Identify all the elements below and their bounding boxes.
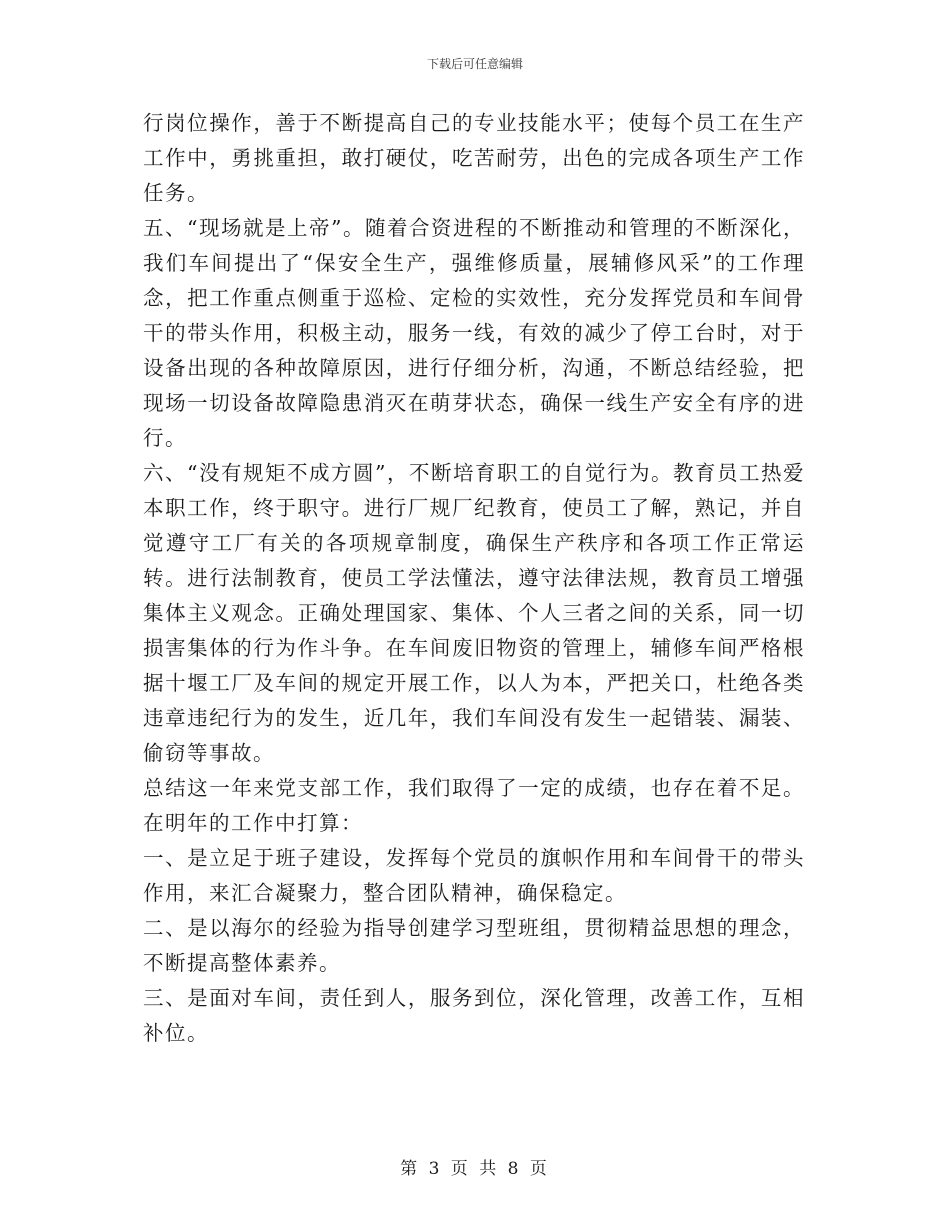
paragraph-6: 二、是以海尔的经验为指导创建学习型班组，贯彻精益思想的理念，不断提高整体素养。 xyxy=(143,916,805,975)
paragraph-3: 六、“没有规矩不成方圆”，不断培育职工的自觉行为。教育员工热爱本职工作，终于职守。进行厂规厂纪教育，使员工了解，熟记，并自觉遵守工厂有关的各项规章制度，确保生产秩序和各项工作正常运转。进行法制教育，使员工学法懂法，遵守法律法规，教育员工增强集体主义观念。正确处理国家、集体、个人三者之间的关系，同一切损害集体的行为作斗争。在车间废旧物资的管理上，辅修车间严格根据十堰工厂及车间的规定开展工作，以人为本，严把关口，杜绝各类违章违纪行为的发生，近几年，我们车间没有发生一起错装、漏装、偷窃等事故。 xyxy=(143,461,805,765)
paragraph-5: 一、是立足于班子建设，发挥每个党员的旗帜作用和车间骨干的带头作用，来汇合凝聚力，整合团队精神，确保稳定。 xyxy=(143,846,805,905)
paragraph-1: 行岗位操作，善于不断提高自己的专业技能水平；使每个员工在生产工作中，勇挑重担，敢打硬仗，吃苦耐劳，出色的完成各项生产工作任务。 xyxy=(143,111,805,205)
document-body xyxy=(143,106,805,1051)
paragraph-4: 总结这一年来党支部工作，我们取得了一定的成绩，也存在着不足。在明年的工作中打算： xyxy=(143,776,805,835)
page-header: 下载后可任意编辑 xyxy=(426,57,523,71)
page-number: 第 3 页 共 8 页 xyxy=(400,1159,550,1179)
paragraph-2: 五、“现场就是上帝”。随着合资进程的不断推动和管理的不断深化，我们车间提出了“保安全生产，强维修质量，展辅修风采”的工作理念，把工作重点侧重于巡检、定检的实效性，充分发挥党员和车间骨干的带头作用，积极主动，服务一线，有效的减少了停工台时，对于设备出现的各种故障原因，进行仔细分析，沟通，不断总结经验，把现场一切设备故障隐患消灭在萌芽状态，确保一线生产安全有序的进行。 xyxy=(143,216,805,450)
paragraph-7: 三、是面对车间，责任到人，服务到位，深化管理，改善工作，互相补位。 xyxy=(143,986,805,1045)
